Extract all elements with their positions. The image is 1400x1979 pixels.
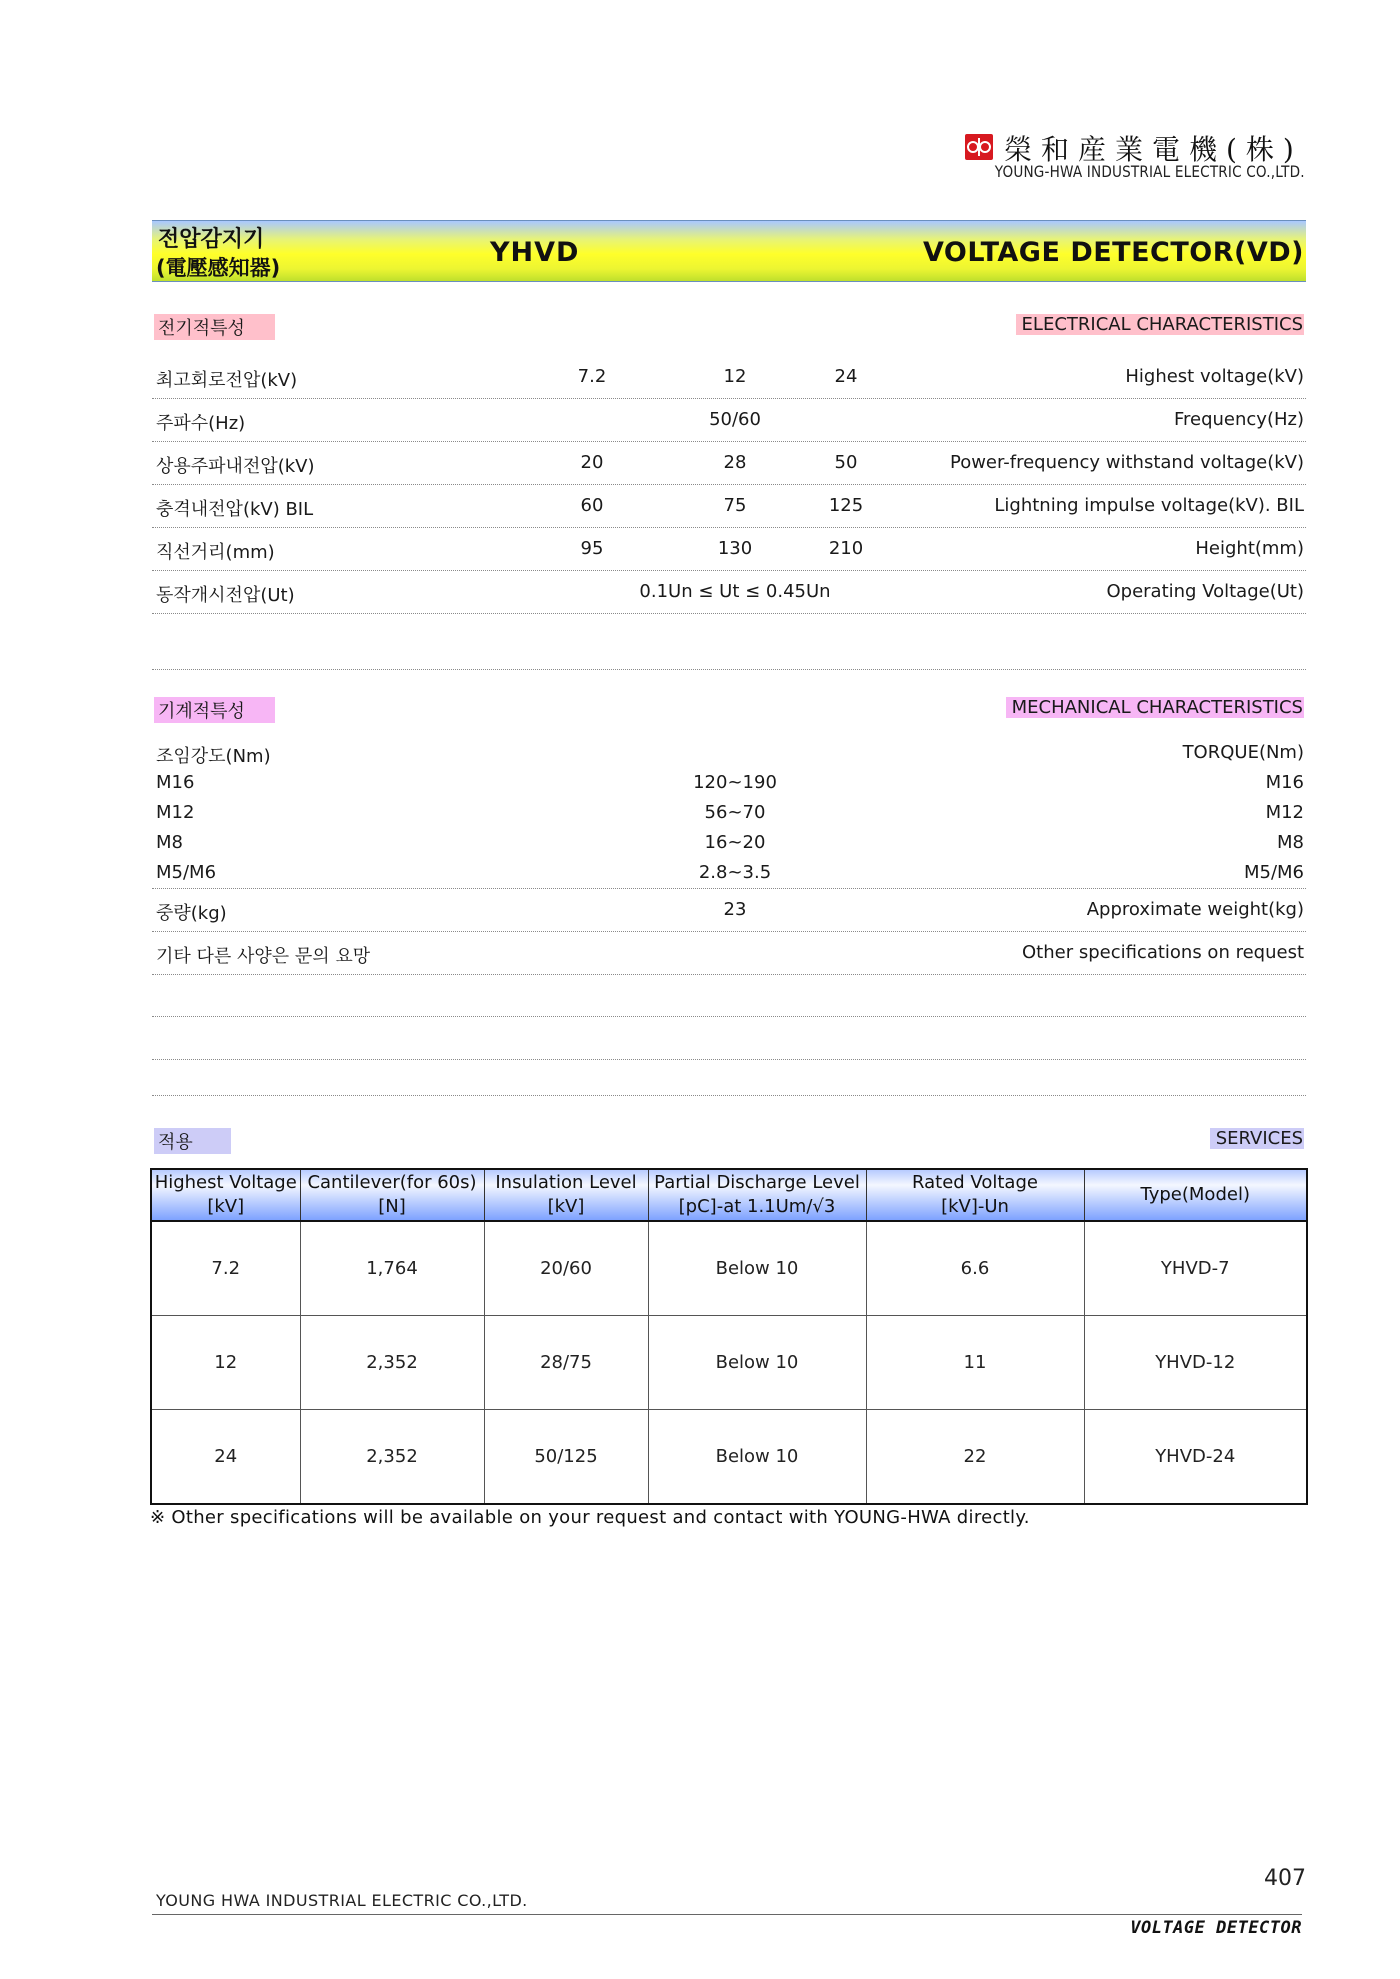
torque-size-en: M12 — [1265, 802, 1304, 823]
torque-value: 56~70 — [704, 802, 766, 823]
title-model: YHVD — [490, 237, 580, 268]
spec-en: Height(mm) — [1195, 538, 1304, 559]
spec-value: 23 — [723, 899, 747, 920]
divider — [152, 1095, 1306, 1096]
footer-section-label: VOLTAGE DETECTOR — [1130, 1918, 1302, 1938]
company-logo-icon — [965, 134, 993, 160]
spec-en: Operating Voltage(Ut) — [1106, 581, 1304, 602]
header-unit: [kV] — [207, 1196, 245, 1217]
mechanical-label-en: MECHANICAL CHARACTERISTICS — [1006, 697, 1304, 718]
cell: YHVD-12 — [1084, 1316, 1307, 1410]
spec-value-24: 24 — [834, 366, 858, 387]
spec-value: 50 — [834, 452, 858, 473]
spec-value: 210 — [828, 538, 864, 559]
spec-kr: 동작개시전압(Ut) — [156, 585, 295, 606]
header-partial-discharge — [648, 1169, 866, 1221]
table-header-row — [151, 1169, 1307, 1221]
spec-en: Power-frequency withstand voltage(kV) — [949, 452, 1304, 473]
cell: 28/75 — [484, 1316, 648, 1410]
torque-en: TORQUE(Nm) — [1182, 742, 1304, 763]
spec-value: 28 — [723, 452, 747, 473]
torque-size-en: M5/M6 — [1243, 862, 1304, 883]
spec-row-other — [152, 931, 1306, 975]
footer-company: YOUNG HWA INDUSTRIAL ELECTRIC CO.,LTD. — [156, 1891, 528, 1910]
torque-size: M12 — [156, 802, 195, 823]
cell: YHVD-24 — [1155, 1446, 1236, 1467]
header-unit: [N] — [378, 1196, 406, 1217]
header-line: Partial Discharge Level — [654, 1172, 860, 1193]
cell: 2,352 — [300, 1410, 484, 1505]
header-line: Cantilever(for 60s) — [307, 1172, 477, 1193]
header-rated-voltage — [866, 1169, 1084, 1221]
electrical-label-en: ELECTRICAL CHARACTERISTICS — [1016, 314, 1304, 335]
spec-row-lightning-impulse — [152, 484, 1306, 528]
header-unit: [pC]-at 1.1Um/√3 — [678, 1196, 836, 1217]
table-row — [151, 1221, 1307, 1316]
spec-kr: 최고회로전압(kV) — [156, 370, 298, 391]
title-kr-hanja: (電壓感知器) — [156, 256, 281, 280]
spec-row-weight — [152, 888, 1306, 932]
spec-row-frequency — [152, 398, 1306, 442]
spec-en: Approximate weight(kg) — [1086, 899, 1304, 920]
electrical-label-kr: 전기적특성 — [154, 314, 275, 340]
header-insulation-level — [484, 1169, 648, 1221]
spec-row-power-frequency — [152, 441, 1306, 485]
torque-header-row — [152, 738, 1306, 768]
services-label-kr: 적용 — [154, 1128, 231, 1154]
cell: 20/60 — [484, 1221, 648, 1316]
torque-value: 2.8~3.5 — [698, 862, 772, 883]
services-table — [150, 1168, 1308, 1505]
spec-en: Lightning impulse voltage(kV). BIL — [994, 495, 1304, 516]
spec-value: 125 — [828, 495, 864, 516]
torque-kr: 조임강도(Nm) — [156, 746, 271, 767]
torque-size-en: M16 — [1265, 772, 1304, 793]
torque-size: M16 — [156, 772, 195, 793]
cell: 2,352 — [300, 1316, 484, 1410]
header-type-model — [1084, 1169, 1307, 1221]
cell: YHVD-7 — [1084, 1221, 1307, 1316]
footer-divider — [152, 1914, 1302, 1915]
cell: 22 — [866, 1410, 1084, 1505]
header-highest-voltage — [151, 1169, 300, 1221]
header-unit: [kV] — [547, 1196, 585, 1217]
spec-value: 20 — [580, 452, 604, 473]
torque-size: M8 — [156, 832, 183, 853]
table-row — [151, 1316, 1307, 1410]
torque-row-m5m6 — [152, 858, 1306, 889]
footnote: ※ Other specifications will be available on your request and contact with YOUNG-HWA directly. — [150, 1507, 1030, 1528]
spec-kr: 주파수(Hz) — [156, 413, 246, 434]
spec-kr: 직선거리(mm) — [156, 542, 275, 563]
company-name-kr: 榮和産業電機(株) — [1004, 133, 1303, 166]
header-line: Rated Voltage — [912, 1172, 1038, 1193]
cell: 7.2 — [151, 1221, 300, 1316]
spec-value: 0.1Un ≤ Ut ≤ 0.45Un — [639, 581, 831, 602]
header-line: Type(Model) — [1140, 1184, 1250, 1205]
spec-row-operating-voltage — [152, 570, 1306, 614]
torque-row-m16 — [152, 768, 1306, 798]
spec-row-highest-voltage — [152, 355, 1306, 399]
spec-value: 50/60 — [709, 409, 761, 430]
cell: 1,764 — [300, 1221, 484, 1316]
torque-row-m8 — [152, 828, 1306, 858]
cell: Below 10 — [648, 1316, 866, 1410]
divider — [152, 1016, 1306, 1017]
header-cantilever — [300, 1169, 484, 1221]
divider — [152, 1059, 1306, 1060]
spec-value: 130 — [717, 538, 753, 559]
torque-value: 16~20 — [704, 832, 766, 853]
cell: Below 10 — [648, 1221, 866, 1316]
spec-en: Frequency(Hz) — [1173, 409, 1304, 430]
spec-en: Other specifications on request — [1021, 942, 1304, 963]
spec-kr: 충격내전압(kV) BIL — [156, 499, 314, 520]
header-line: Highest Voltage — [154, 1172, 297, 1193]
header-unit: [kV]-Un — [941, 1196, 1009, 1217]
cell: Below 10 — [648, 1410, 866, 1505]
divider — [152, 669, 1306, 670]
spec-value: 60 — [580, 495, 604, 516]
spec-kr: 중량(kg) — [156, 903, 227, 924]
mechanical-label-kr: 기계적특성 — [154, 697, 275, 723]
title-kr: 전압감지기 — [158, 227, 265, 252]
spec-value: 75 — [723, 495, 747, 516]
spec-row-height — [152, 527, 1306, 571]
page-number: 407 — [1264, 1866, 1306, 1891]
torque-value: 120~190 — [693, 772, 777, 793]
torque-size-en: M8 — [1277, 832, 1304, 853]
torque-row-m12 — [152, 798, 1306, 828]
spec-kr: 기타 다른 사양은 문의 요망 — [156, 946, 371, 967]
spec-value-7.2: 7.2 — [577, 366, 607, 387]
spec-en: Highest voltage(kV) — [1125, 366, 1304, 387]
company-name-en: YOUNG-HWA INDUSTRIAL ELECTRIC CO.,LTD. — [994, 162, 1305, 181]
header-line: Insulation Level — [495, 1172, 637, 1193]
cell: 6.6 — [866, 1221, 1084, 1316]
title-en: VOLTAGE DETECTOR(VD) — [922, 237, 1304, 268]
spec-kr: 상용주파내전압(kV) — [156, 456, 315, 477]
cell: 24 — [151, 1410, 300, 1505]
spec-value-12: 12 — [723, 366, 747, 387]
table-row — [151, 1410, 1307, 1505]
cell: 12 — [151, 1316, 300, 1410]
cell: 50/125 — [484, 1410, 648, 1505]
spec-value: 95 — [580, 538, 604, 559]
cell: 11 — [866, 1316, 1084, 1410]
services-label-en: SERVICES — [1210, 1128, 1304, 1149]
torque-size: M5/M6 — [156, 862, 217, 883]
